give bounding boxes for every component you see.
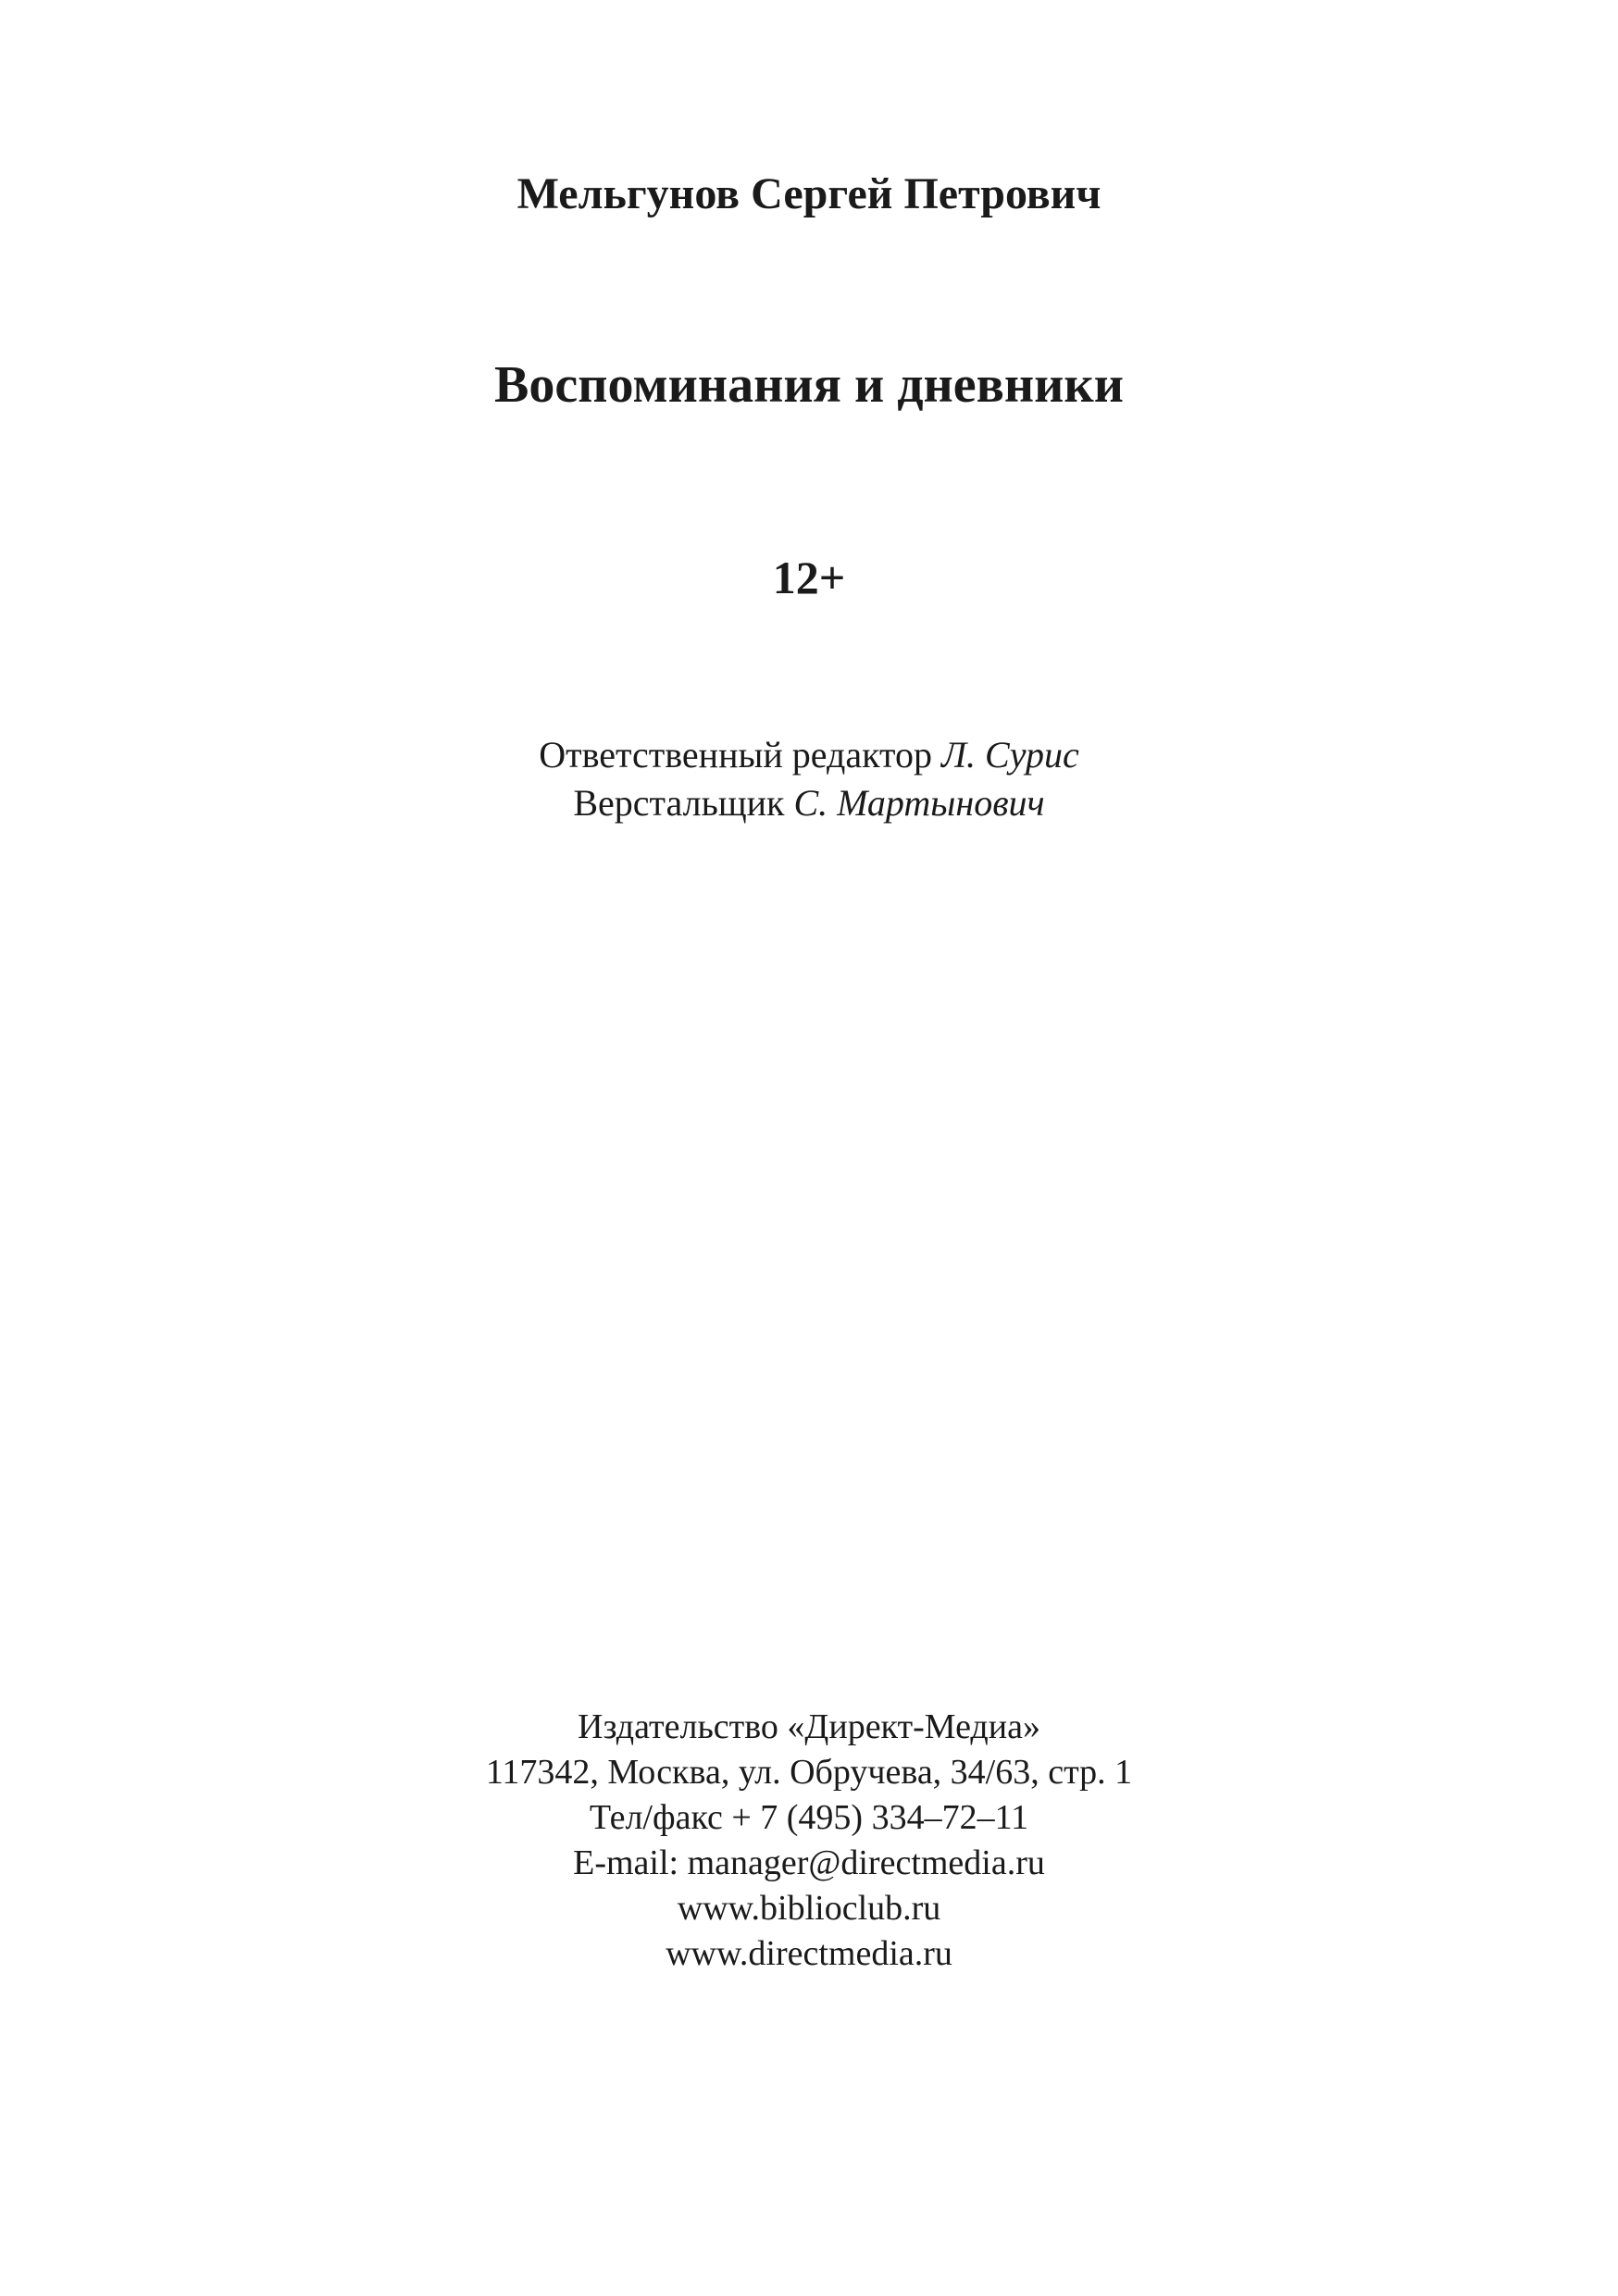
author-name: Мельгунов Сергей Петрович <box>517 169 1101 218</box>
editor-line <box>0 731 1618 779</box>
publisher-site-directmedia: www.directmedia.ru <box>666 1934 952 1973</box>
age-rating: 12+ <box>772 552 846 603</box>
layout-line <box>0 779 1618 827</box>
publisher-site-biblioclub: www.biblioclub.ru <box>677 1889 941 1928</box>
layout-name: С. Мартынович <box>793 782 1045 824</box>
publisher-phone: Тел/факс + 7 (495) 334–72–11 <box>589 1798 1029 1837</box>
publisher-info <box>0 1705 1618 1977</box>
publisher-address: 117342, Москва, ул. Обручева, 34/63, стр. 1 <box>485 1753 1133 1792</box>
publisher-email: E-mail: manager@directmedia.ru <box>573 1843 1045 1882</box>
book-title: Воспоминания и дневники <box>494 356 1124 414</box>
credits <box>0 731 1618 827</box>
layout-label: Верстальщик <box>573 782 785 824</box>
editor-name: Л. Сурис <box>940 734 1079 776</box>
publisher-name: Издательство «Директ-Медиа» <box>578 1707 1040 1746</box>
editor-label: Ответственный редактор <box>539 734 932 776</box>
